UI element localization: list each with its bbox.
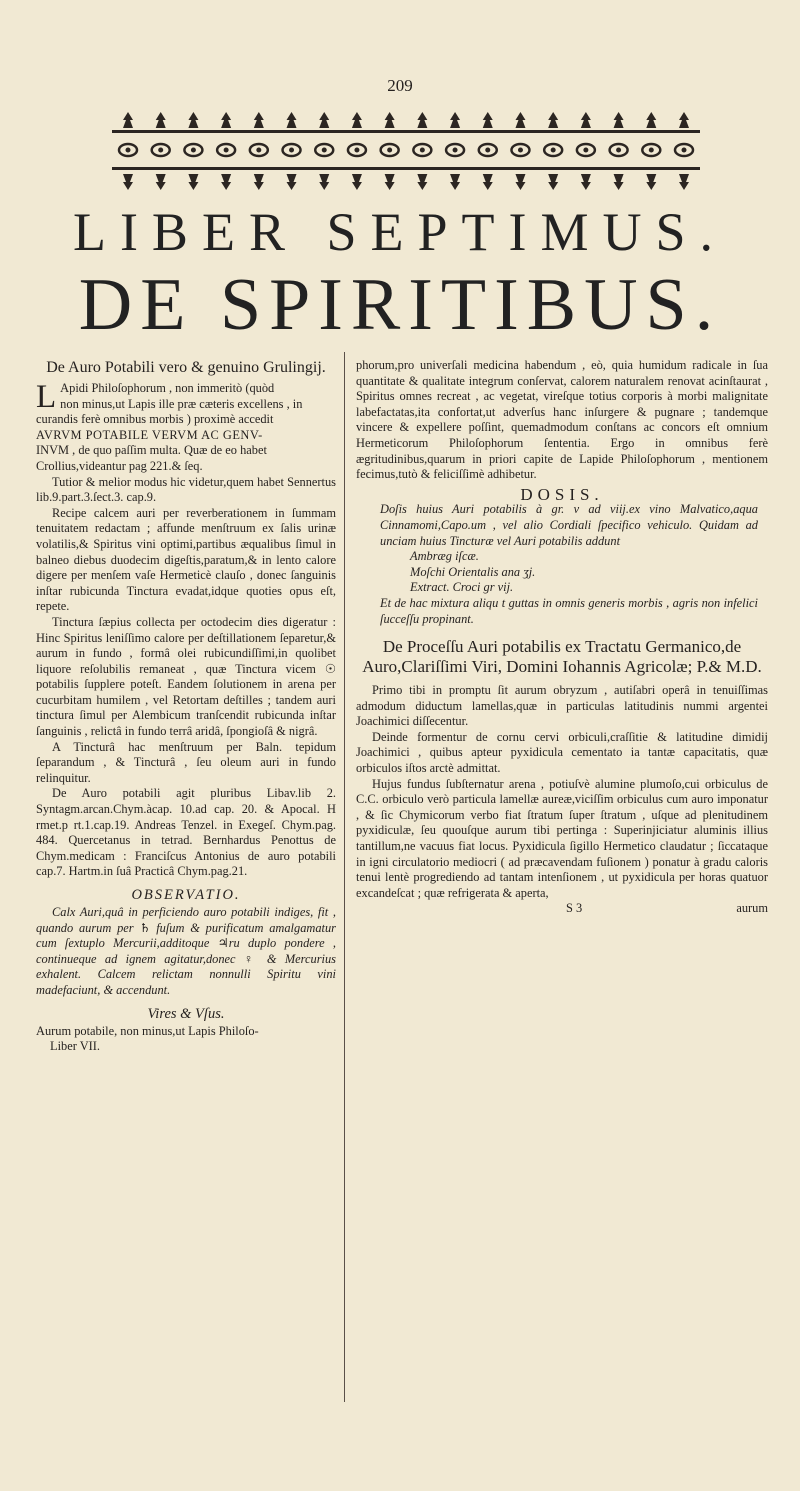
fleuron-icon xyxy=(319,112,329,128)
ingredient-line: Extract. Croci gr vij. xyxy=(410,580,514,595)
first-paragraph-line: INVM , de quo paſſim multa. Quæ de eo habet xyxy=(36,443,267,458)
fleuron-icon xyxy=(515,112,525,128)
fleuron-icon xyxy=(417,112,427,128)
vires-text: Aurum potabile, non minus,ut Lapis Philoſo- xyxy=(36,1023,259,1038)
fleuron-icon xyxy=(254,174,264,190)
page-number: 209 xyxy=(387,76,413,95)
fleuron-icon xyxy=(450,112,460,128)
first-paragraph xyxy=(36,381,336,475)
fleuron-icon xyxy=(221,174,231,190)
book-title: LIBER SEPTIMUS. xyxy=(72,202,728,262)
observatio-heading: OBSERVATIO. xyxy=(131,887,241,903)
scroll-dot-icon xyxy=(518,148,523,153)
scroll-dot-icon xyxy=(551,148,556,153)
column-rule xyxy=(344,352,345,1402)
fleuron-icon xyxy=(352,174,362,190)
ingredient-line: Moſchi Orientalis ana ʒj. xyxy=(410,564,536,579)
scroll-dot-icon xyxy=(126,148,131,153)
fleuron-icon xyxy=(123,112,133,128)
fleuron-icon xyxy=(352,112,362,128)
scroll-dot-icon xyxy=(354,148,359,153)
paragraph-references: De Auro potabili agit pluribus Libav.lib 2. Syntagm.arcan.Chym.àcap. 10.ad cap. 20. & Apocal. H rmet.p rt.1.cap.19. Andreas Tenzel. in Exegeſ. Chym.pag. 484. Quercetanus in tetrad. Bernhardus Penottus de Chym.medicam : Franciſcus Antonius de auro potabili cap.7. Hartm.in ſuâ Practicâ Chym.pag.21. xyxy=(36,786,336,879)
paragraph-recipe: Recipe calcem auri per reverberationem in ſummam tenuitatem redactam ; affunde menſtruum ex ſalis urinæ volatilis,& Spiritus vini optimi,partibus æqualibus ſimul in balneo diebus duodecim digeſtis,paratum,& in lento calore digere per menſem vaſe Hermeticè clauſo , donec ſanguinis inſtar rubicunda Tinctura evadat,idque quoties opus eſt, repete. xyxy=(36,505,336,614)
dosis-heading: DOSIS. xyxy=(520,484,604,504)
first-paragraph-line: AVRVM POTABILE VERVM AC GENV- xyxy=(36,427,263,442)
scroll-dot-icon xyxy=(289,148,294,153)
scroll-dot-icon xyxy=(158,148,163,153)
fleuron-icon xyxy=(581,174,591,190)
catchword: aurum xyxy=(736,901,768,916)
fleuron-icon xyxy=(450,174,460,190)
fleuron-icon xyxy=(385,112,395,128)
fleuron-icon xyxy=(319,174,329,190)
dosis-text: Doſis huius Auri potabilis à gr. v ad viij.ex vino Malvatico,aqua Cinnamomi,Capo.um , vel alio Cordiali ſpecifico vehiculo. Quidam ad unciam huius Tincturæ vel Auri potabilis addunt xyxy=(380,502,758,548)
fleuron-icon xyxy=(123,174,133,190)
catch-line-left: Liber VII. xyxy=(50,1039,101,1054)
scroll-dot-icon xyxy=(453,148,458,153)
first-paragraph-line: non minus,ut Lapis ille præ cæteris excellens , in xyxy=(60,396,303,411)
paragraph-primo: Primo tibi in promptu ſit aurum obryzum , autiſabri operâ in tenuiſſimas admodum diductum lamellas,quæ in particulas latitudinis nummi argentei Joachimici diſſecentur. xyxy=(356,683,768,729)
scroll-dot-icon xyxy=(322,148,327,153)
page-footer-right xyxy=(356,901,768,917)
scroll-dot-icon xyxy=(224,148,229,153)
fleuron-icon xyxy=(483,112,493,128)
signature-mark: S 3 xyxy=(566,901,583,916)
scroll-dot-icon xyxy=(583,148,588,153)
scroll-dot-icon xyxy=(485,148,490,153)
fleuron-icon xyxy=(614,112,624,128)
scroll-dot-icon xyxy=(387,148,392,153)
fleuron-icon xyxy=(156,112,166,128)
fleuron-icon xyxy=(679,174,689,190)
fleuron-icon xyxy=(287,174,297,190)
fleuron-icon xyxy=(417,174,427,190)
fleuron-icon xyxy=(188,112,198,128)
fleuron-icon xyxy=(156,174,166,190)
section-heading-auro-potabili: De Auro Potabili vero & genuino Grulingij. xyxy=(46,359,326,376)
scroll-dot-icon xyxy=(256,148,261,153)
scroll-dot-icon xyxy=(649,148,654,153)
vires-heading: Vires & Vſus. xyxy=(147,1005,225,1022)
paragraph-sennertus: Tutior & melior modus hic videtur,quem habet Sennertus lib.9.part.3.ſect.3. cap.9. xyxy=(36,474,336,505)
dosis-block xyxy=(356,502,768,627)
fleuron-icon xyxy=(287,112,297,128)
fleuron-icon xyxy=(515,174,525,190)
book-subtitle: DE SPIRITIBUS. xyxy=(78,264,722,346)
fleuron-icon xyxy=(188,174,198,190)
paragraph-tinctura: Tinctura ſæpius collecta per octodecim dies digeratur : Hinc Spiritus leniſſimo calore per deſtillationem ſeparetur,& aurum in fundo , formâ olei rubicundiſſimi,in quolibet liquore reſolubilis remaneat , quæ Tinctura vicem ☉ potabilis ſupplere poteſt. Eandem ſolutionem in arena per cucurbitam humilem , vel Retortam deſtilles ; tandem auri tinctura ſimul per Alembicum tranſcendit rubicunda inſtar ſanguinis , relictâ in fundo terrâ aridâ, ſpongioſâ & nigrâ. xyxy=(36,614,336,739)
dosis-end: Et de hac mixtura aliqu t guttas in omnis generis morbis , agris non infelici ſucceſſu propinant. xyxy=(380,595,758,626)
paragraph-deinde: Deinde formentur de cornu cervi orbiculi,craſſitie & latitudine dimidij Joachimici , quibus apteur pyxidicula cementato ia tantæ capacitatis, quæ orbiculos iſtos arctè admittat. xyxy=(356,729,768,776)
paragraph-hujus: Hujus fundus ſubſternatur arena , potiuſvè alumine plumoſo,cui orbiculus de C.C. orbiculo verò particula lamellæ aureæ,viciſſim orbiculus cum auro imponatur , & ſic Chymicorum verbo fiat ſtratum ſuper ſtratum , uſque ad plenitudinem pyxidiculæ, ſeu quouſque aurum tibi pertinga : Superinjiciatur aluminis illius tantillum,ne vacuus fiat locus. Pyxidicula ſigillo Hermetico claudatur ; ſiccataque in igni circulatorio mediocri ( ad præcavendam fuſionem ) ponatur à gradu caloris tenui lentè progrediendo ad tantam intenſionem , ut pyxidicula per horas quatuor excandeſcat ; quæ refrigerata & aperta, xyxy=(356,776,768,900)
ornamental-headpiece xyxy=(112,108,700,192)
scroll-dot-icon xyxy=(420,148,425,153)
fleuron-icon xyxy=(483,174,493,190)
first-paragraph-line: Apidi Philoſophorum , non immeritò (quòd xyxy=(60,381,275,395)
fleuron-icon xyxy=(548,174,558,190)
fleuron-icon xyxy=(646,174,656,190)
scroll-dot-icon xyxy=(616,148,621,153)
processus-heading: De Proceſſu Auri potabilis ex Tractatu Germanico,de Auro,Clariſſimi Viri, Domini Iohannis Agricolæ; P.& M.D. xyxy=(362,637,762,677)
fleuron-icon xyxy=(548,112,558,128)
observatio-text: Calx Auri,quâ in perficiendo auro potabili indiges, fit , quando aurum per ♄ fuſum & purificatum amalgamatur cum ſextuplo Mercurii,additoque ♃ru duplo pondere , continueque ad ignem agitatur,donec ♀ & Mercurius exhalent. Calcem relictam nonnulli Spiritu vini madefaciunt, & accendunt. xyxy=(36,905,336,997)
paragraph-continuation: phorum,pro univerſali medicina habendum , eò, quia humidum radicale in ſua quantitate & qualitate integrum conſervat, calorem naturalem renovat acinſtaurat , Spiritus omnes recreat , ac vegetat, vireſque totius corporis à morbi malignitate labefactatas,ita confortat,ut adverſus hanc inſurgere & pugnare ; tandemque vincere & expellere poſſint, quemadmodum conſtans ac concors eſt omnium Hermeticorum Philoſophorum ſententia. Ergo in omnibus ferè ægritudinibus,quarum in priori capite de Lapide Philoſophorum , mentionem fecimus,tutò & feliciſſimè adhibetur. xyxy=(356,358,768,482)
paragraph-menstruum: A Tincturâ hac menſtruum per Baln. tepidum ſeparandum , & Tincturâ , ſeu oleum auri in fundo relinquitur. xyxy=(36,739,336,785)
scroll-dot-icon xyxy=(682,148,687,153)
fleuron-icon xyxy=(581,112,591,128)
fleuron-icon xyxy=(254,112,264,128)
first-paragraph-line: curandis ferè omnibus morbis ) proximè accedit xyxy=(36,412,274,427)
fleuron-icon xyxy=(221,112,231,128)
fleuron-icon xyxy=(385,174,395,190)
right-column xyxy=(356,358,768,917)
fleuron-icon xyxy=(679,112,689,128)
first-paragraph-line: Crollius,videantur pag 221.& ſeq. xyxy=(36,458,203,473)
ingredient-line: Ambræg iſcæ. xyxy=(410,549,479,564)
scroll-dot-icon xyxy=(191,148,196,153)
fleuron-icon xyxy=(646,112,656,128)
drop-cap: L xyxy=(36,379,57,415)
left-column xyxy=(36,358,336,1055)
fleuron-icon xyxy=(614,174,624,190)
